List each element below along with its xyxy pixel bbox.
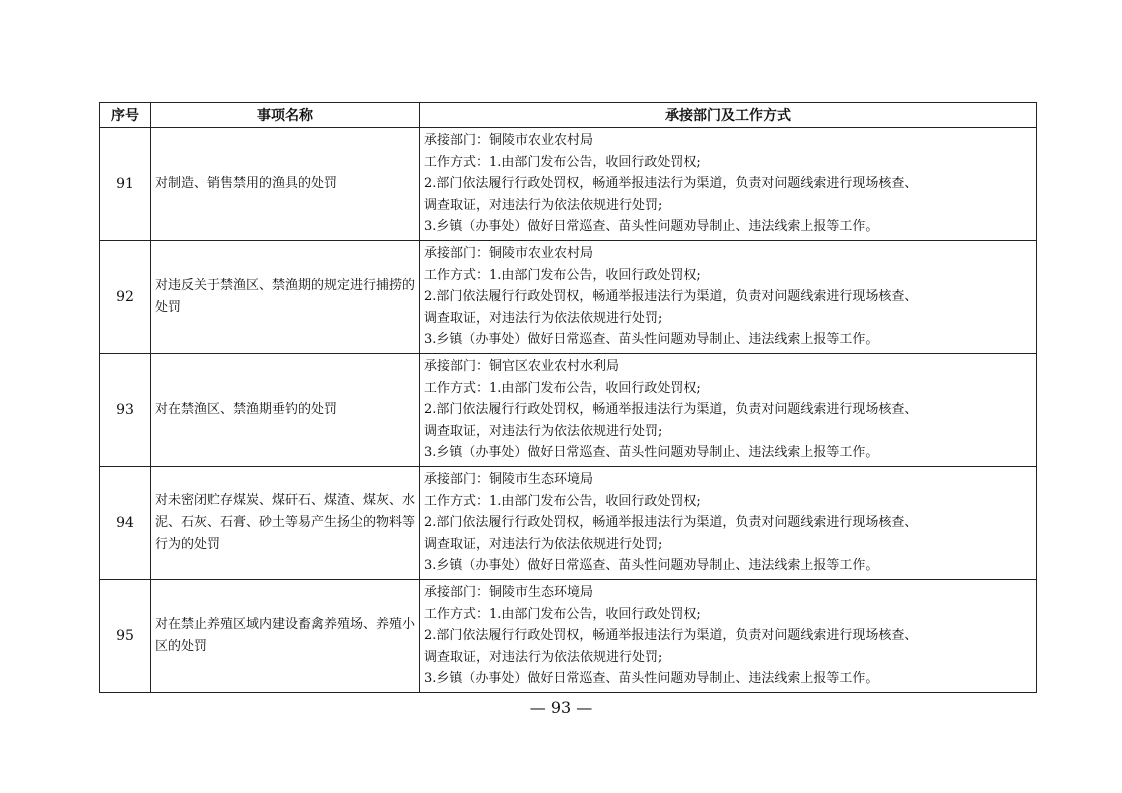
header-item-name: 事项名称 <box>151 103 420 128</box>
row-method-line: 工作方式：1.由部门发布公告，收回行政处罚权; <box>424 493 701 509</box>
row-method-line: 3.乡镇（办事处）做好日常巡查、苗头性问题劝导制止、违法线索上报等工作。 <box>424 219 879 235</box>
row-department: 承接部门：铜官区农业农村水利局 <box>424 359 620 375</box>
row-method-line: 工作方式：1.由部门发布公告，收回行政处罚权; <box>424 606 701 622</box>
row-method-line: 2.部门依法履行行政处罚权，畅通举报违法行为渠道，负责对问题线索进行现场核查、 <box>424 628 918 644</box>
row-department: 承接部门：铜陵市生态环境局 <box>424 472 594 488</box>
row-method-line: 工作方式：1.由部门发布公告，收回行政处罚权; <box>424 267 701 283</box>
row-method-line: 2.部门依法履行行政处罚权，畅通举报违法行为渠道，负责对问题线索进行现场核查、 <box>424 176 918 192</box>
row-method-line: 3.乡镇（办事处）做好日常巡查、苗头性问题劝导制止、违法线索上报等工作。 <box>424 558 879 574</box>
row-method-line: 3.乡镇（办事处）做好日常巡查、苗头性问题劝导制止、违法线索上报等工作。 <box>424 332 879 348</box>
row-item-name: 对在禁止养殖区域内建设畜禽养殖场、养殖小区的处罚 <box>151 580 420 693</box>
row-method-line: 调查取证，对违法行为依法依规进行处罚; <box>424 536 663 552</box>
table-row <box>100 467 1037 580</box>
row-method-line: 3.乡镇（办事处）做好日常巡查、苗头性问题劝导制止、违法线索上报等工作。 <box>424 671 879 687</box>
table-row <box>100 580 1037 693</box>
row-item-name: 对制造、销售禁用的渔具的处罚 <box>151 128 420 241</box>
row-item-name: 对在禁渔区、禁渔期垂钓的处罚 <box>151 354 420 467</box>
row-serial: 95 <box>100 580 151 693</box>
row-serial: 93 <box>100 354 151 467</box>
table-row <box>100 128 1037 241</box>
row-serial: 91 <box>100 128 151 241</box>
table-row <box>100 354 1037 467</box>
header-department-method: 承接部门及工作方式 <box>420 103 1037 128</box>
table-header-row <box>100 103 1037 128</box>
row-method-line: 工作方式：1.由部门发布公告，收回行政处罚权; <box>424 154 701 170</box>
row-method-line: 2.部门依法履行行政处罚权，畅通举报违法行为渠道，负责对问题线索进行现场核查、 <box>424 515 918 531</box>
row-detail <box>420 580 1037 693</box>
row-method-line: 调查取证，对违法行为依法依规进行处罚; <box>424 197 663 213</box>
table-row <box>100 241 1037 354</box>
row-department: 承接部门：铜陵市农业农村局 <box>424 133 594 149</box>
row-detail <box>420 128 1037 241</box>
page-number: — 93 — <box>529 698 593 717</box>
row-method-line: 调查取证，对违法行为依法依规进行处罚; <box>424 423 663 439</box>
matters-table <box>99 102 1037 693</box>
row-department: 承接部门：铜陵市生态环境局 <box>424 585 594 601</box>
row-serial: 92 <box>100 241 151 354</box>
row-detail <box>420 241 1037 354</box>
row-detail <box>420 354 1037 467</box>
row-item-name: 对未密闭贮存煤炭、煤矸石、煤渣、煤灰、水泥、石灰、石膏、砂土等易产生扬尘的物料等行为的处罚 <box>151 467 420 580</box>
row-detail <box>420 467 1037 580</box>
row-method-line: 调查取证，对违法行为依法依规进行处罚; <box>424 649 663 665</box>
row-method-line: 2.部门依法履行行政处罚权，畅通举报违法行为渠道，负责对问题线索进行现场核查、 <box>424 402 918 418</box>
row-method-line: 调查取证，对违法行为依法依规进行处罚; <box>424 310 663 326</box>
header-serial: 序号 <box>100 103 151 128</box>
row-item-name: 对违反关于禁渔区、禁渔期的规定进行捕捞的处罚 <box>151 241 420 354</box>
row-method-line: 工作方式：1.由部门发布公告，收回行政处罚权; <box>424 380 701 396</box>
row-method-line: 2.部门依法履行行政处罚权，畅通举报违法行为渠道，负责对问题线索进行现场核查、 <box>424 289 918 305</box>
row-method-line: 3.乡镇（办事处）做好日常巡查、苗头性问题劝导制止、违法线索上报等工作。 <box>424 445 879 461</box>
row-department: 承接部门：铜陵市农业农村局 <box>424 246 594 262</box>
row-serial: 94 <box>100 467 151 580</box>
